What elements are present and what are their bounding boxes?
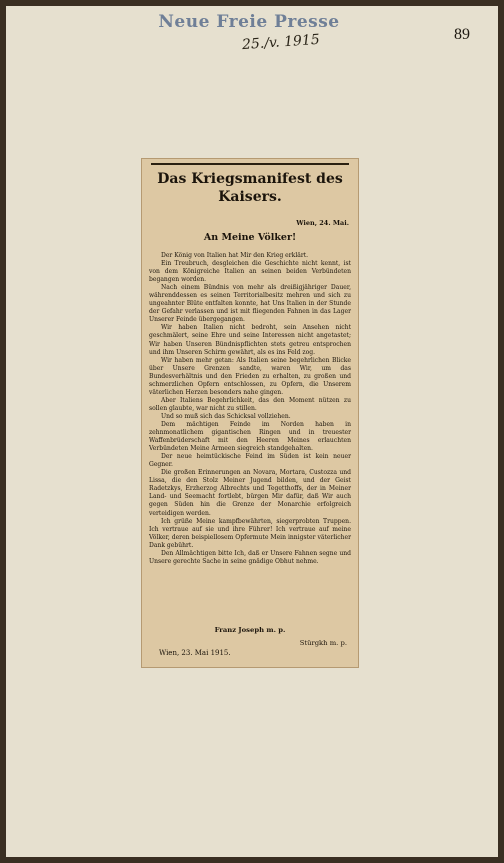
paragraph: Und so muß sich das Schicksal vollziehen. bbox=[161, 412, 291, 420]
dateline: Wien, 24. Mai. bbox=[296, 219, 349, 227]
paragraph: Wir haben Italien nicht bedroht, sein Ansehen nicht geschmälert, seine Ehre und seine Interessen nicht angetastet; Wir haben Unseren Bündnispflichten stets getreu entsprochen und ihm Unseren Schirm gewährt, als es ins Feld zog. bbox=[149, 324, 351, 356]
source-stamp: Neue Freie Presse bbox=[158, 12, 340, 32]
top-rule bbox=[151, 163, 349, 165]
signature: Franz Joseph m. p. bbox=[214, 626, 286, 634]
footer-dateline: Wien, 23. Mai 1915. bbox=[159, 649, 231, 657]
paragraph: Dem mächtigen Feinde im Norden haben in zehnmonatlichem gigantischen Ringen und in treuester Waffenbrüderschaft mit den Heeren Meines erlauchten Verbündeten Meine Armeen siegreich standgehalten. bbox=[149, 420, 351, 453]
archive-sheet bbox=[6, 6, 498, 857]
article-body bbox=[149, 252, 351, 566]
countersignature: Stürgkh m. p. bbox=[299, 639, 347, 647]
headline-line-1: Das Kriegsmanifest des bbox=[157, 171, 343, 187]
paragraph: Den Allmächtigen bitte Ich, daß er Unsere Fahnen segne und Unsere gerechte Sache in seine gnädige Obhut nehme. bbox=[149, 549, 351, 565]
paragraph: Der neue heimtückische Feind im Süden ist kein neuer Gegner. bbox=[149, 453, 351, 469]
address-heading: An Meine Völker! bbox=[203, 232, 297, 243]
page-number: 89 bbox=[454, 26, 470, 43]
headline-line-2: Kaisers. bbox=[218, 189, 282, 205]
newspaper-clipping bbox=[141, 158, 359, 668]
paragraph: Wir haben mehr getan: Als Italien seine begehrlichen Blicke über Unsere Grenzen sandte, waren Wir, um das Bundesverhältnis und den Frieden zu erhalten, zu großen und schmerzlichen Opfern entschlossen, zu Opfern, die Unserem väterlichen Herzen besonders nahe gingen. bbox=[149, 356, 351, 396]
handwritten-date: 25./v. 1915 bbox=[241, 31, 321, 54]
paragraph: Die großen Erinnerungen an Novara, Mortara, Custozza und Lissa, die den Stolz Meiner Jugend bilden, und der Geist Radetzkys, Erzherzog Albrechts und Tegetthoffs, der in Meiner Land- und Seemacht fortlebt, bürgen Mir dafür, daß Wir auch gegen Süden hin die Grenze der Monarchie erfolgreich verteidigen werden. bbox=[149, 469, 351, 517]
paragraph: Aber Italiens Begehrlichkeit, das den Moment nützen zu sollen glaubte, war nicht zu stillen. bbox=[149, 396, 351, 412]
paragraph: Nach einem Bündnis von mehr als dreißigjähriger Dauer, währenddessen es seinen Territorialbesitz mehren und sich zu ungeahnter Blüte entfalten konnte, hat Uns Italien in der Stunde der Gefahr verlassen und ist mit fliegenden Fahnen in das Lager Unserer Feinde übergegangen. bbox=[149, 284, 351, 324]
headline bbox=[149, 170, 351, 206]
paragraph: Ich grüße Meine kampfbewährten, siegerprobten Truppen. Ich vertraue auf sie und ihre Führer! Ich vertraue auf meine Völker, deren beispiellosem Opfermute Mein innigster väterlicher Dank gebührt. bbox=[149, 517, 351, 549]
paragraph: Ein Treubruch, desgleichen die Geschichte nicht kennt, ist von dem Königreiche Italien an seinen beiden Verbündeten begangen worden. bbox=[149, 260, 351, 284]
paragraph: Der König von Italien hat Mir den Krieg erklärt. bbox=[161, 252, 309, 259]
